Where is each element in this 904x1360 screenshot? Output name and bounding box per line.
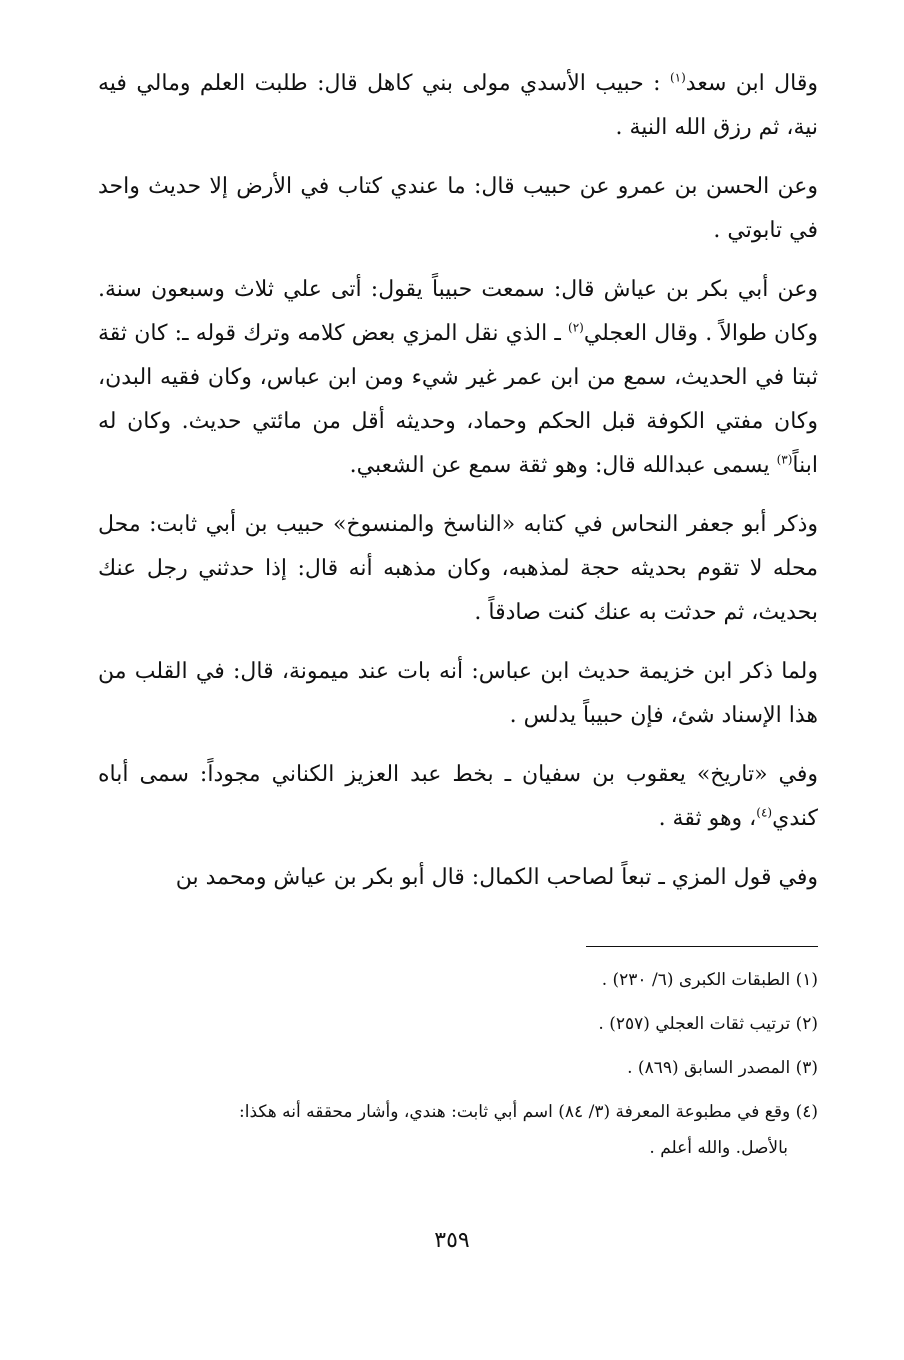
- paragraph-5: ولما ذكر ابن خزيمة حديث ابن عباس: أنه بات عند ميمونة، قال: في القلب من هذا الإسناد شئ، فإن حبيباً يدلس .: [98, 659, 818, 728]
- footnote-ref-2: (٢): [568, 320, 584, 335]
- footnote-ref-1: (١): [669, 70, 686, 85]
- footnote-4-text: (٤) وقع في مطبوعة المعرفة (٣/ ٨٤) اسم أبي ثابت: هندي، وأشار محققه أنه هكذا:: [239, 1102, 818, 1122]
- footnote-3: (٣) المصدر السابق (٨٦٩) .: [627, 1058, 818, 1078]
- paragraph-4: وذكر أبو جعفر النحاس في كتابه «الناسخ والمنسوخ» حبيب بن أبي ثابت: محل محله لا تقوم بحديثه حجة لمذهبه، وكان مذهبه أنه قال: إذا حدثني رجل عنك بحديث، ثم حدثت به عنك كنت صادقاً .: [98, 512, 818, 625]
- footnote-4-continuation: بالأصل. والله أعلم .: [649, 1138, 788, 1158]
- paragraph-6: وفي «تاريخ» يعقوب بن سفيان ـ بخط عبد العزيز الكناني مجوداً: سمى أباه كندي$^{(٤)}$، وهو ثقة .: [98, 762, 818, 831]
- paragraph-2: وعن الحسن بن عمرو عن حبيب قال: ما عندي كتاب في الأرض إلا حديث واحد في تابوتي .: [98, 174, 818, 243]
- paragraph-7: وفي قول المزي ـ تبعاً لصاحب الكمال: قال أبو بكر بن عياش ومحمد بن: [175, 865, 818, 890]
- footnotes: [88, 962, 818, 1174]
- footnote-ref-3: (٣): [776, 452, 793, 467]
- footnote-4: [88, 1094, 818, 1166]
- footnote-separator: [586, 946, 818, 947]
- paragraph-1: وقال ابن سعد$^{(١)}$ : حبيب الأسدي مولى بني كاهل قال: طلبت العلم ومالي فيه نية، ثم رزق الله النية .: [98, 70, 818, 140]
- footnote-2: (٢) ترتيب ثقات العجلي (٢٥٧) .: [598, 1014, 818, 1034]
- footnote-1: (١) الطبقات الكبرى (٦/ ٢٣٠) .: [601, 970, 818, 990]
- main-text: [98, 62, 818, 915]
- paragraph-3: وعن أبي بكر بن عياش قال: سمعت حبيباً يقول: أتى علي ثلاث وسبعون سنة. وكان طوالاً . وقال العجلي$^{(٢)}$ ـ الذي نقل المزي بعض كلامه وترك قوله ـ: كان ثقة ثبتا في الحديث، سمع من ابن عمر غير شيء ومن ابن عباس، وكان فقيه البدن، وكان مفتي الكوفة قبل الحكم وحماد، وحديثه أقل من مائتي حديث. وكان له ابناً$^{(٣)}$ يسمى عبدالله قال: وهو ثقة سمع عن الشعبي.: [98, 277, 818, 478]
- page-number: ٣٥٩: [434, 1228, 470, 1253]
- footnote-ref-4: (٤): [756, 805, 773, 820]
